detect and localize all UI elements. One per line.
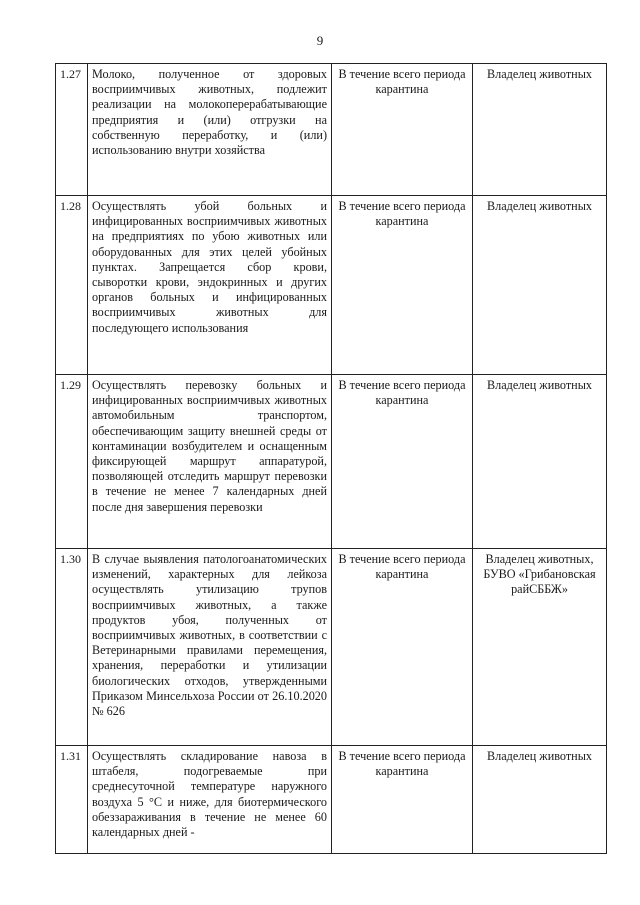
row-number: 1.29 — [56, 375, 88, 549]
responsible-text: Владелец животных — [473, 746, 607, 854]
responsible-text: Владелец животных — [473, 64, 607, 196]
responsible-text: Владелец животных, БУВО «Грибановская райСББЖ» — [473, 549, 607, 746]
responsible-text: Владелец животных — [473, 196, 607, 375]
row-number: 1.28 — [56, 196, 88, 375]
term-text: В течение всего периода карантина — [332, 375, 473, 549]
term-text: В течение всего периода карантина — [332, 196, 473, 375]
table-row — [56, 746, 607, 854]
measure-text: Осуществлять складирование навоза в штабеля, подогреваемые при среднесуточной температуре наружного воздуха 5 °С и ниже, для биотермического обеззараживания в течение не менее 60 календарных дней - — [88, 746, 332, 854]
term-text: В течение всего периода карантина — [332, 549, 473, 746]
table-row — [56, 375, 607, 549]
measure-text: В случае выявления патологоанатомических изменений, характерных для лейкоза осуществлять утилизацию трупов восприимчивых животных, а также продуктов убоя, полученных от восприимчивых животных, в соответствии с Ветеринарными правилами перемещения, хранения, переработки и утилизации биологических отходов, утвержденными Приказом Минсельхоза России от 26.10.2020 № 626 — [88, 549, 332, 746]
page-number: 9 — [316, 33, 324, 48]
row-number: 1.30 — [56, 549, 88, 746]
table-row — [56, 64, 607, 196]
quarantine-measures-table — [55, 63, 607, 854]
row-number: 1.31 — [56, 746, 88, 854]
responsible-text: Владелец животных — [473, 375, 607, 549]
measure-text: Молоко, полученное от здоровых восприимчивых животных, подлежит реализации на молокоперерабатывающие предприятия и (или) отгрузки на собственную переработку, и (или) использованию внутри хозяйства — [88, 64, 332, 196]
term-text: В течение всего периода карантина — [332, 64, 473, 196]
table-row — [56, 196, 607, 375]
term-text: В течение всего периода карантина — [332, 746, 473, 854]
row-number: 1.27 — [56, 64, 88, 196]
table-row — [56, 549, 607, 746]
measure-text: Осуществлять убой больных и инфицированных восприимчивых животных на предприятиях по убою животных или оборудованных для этих целей убойных пунктах. Запрещается сбор крови, сыворотки крови, эндокринных и других органов больных и инфицированных восприимчивых животных для последующего использования — [88, 196, 332, 375]
measure-text: Осуществлять перевозку больных и инфицированных восприимчивых животных автомобильным транспортом, обеспечивающим защиту внешней среды от контаминации возбудителем и оснащенным фиксирующей маршрут аппаратурой, позволяющей отследить маршрут перевозки в течение не менее 7 календарных дней после дня завершения перевозки — [88, 375, 332, 549]
